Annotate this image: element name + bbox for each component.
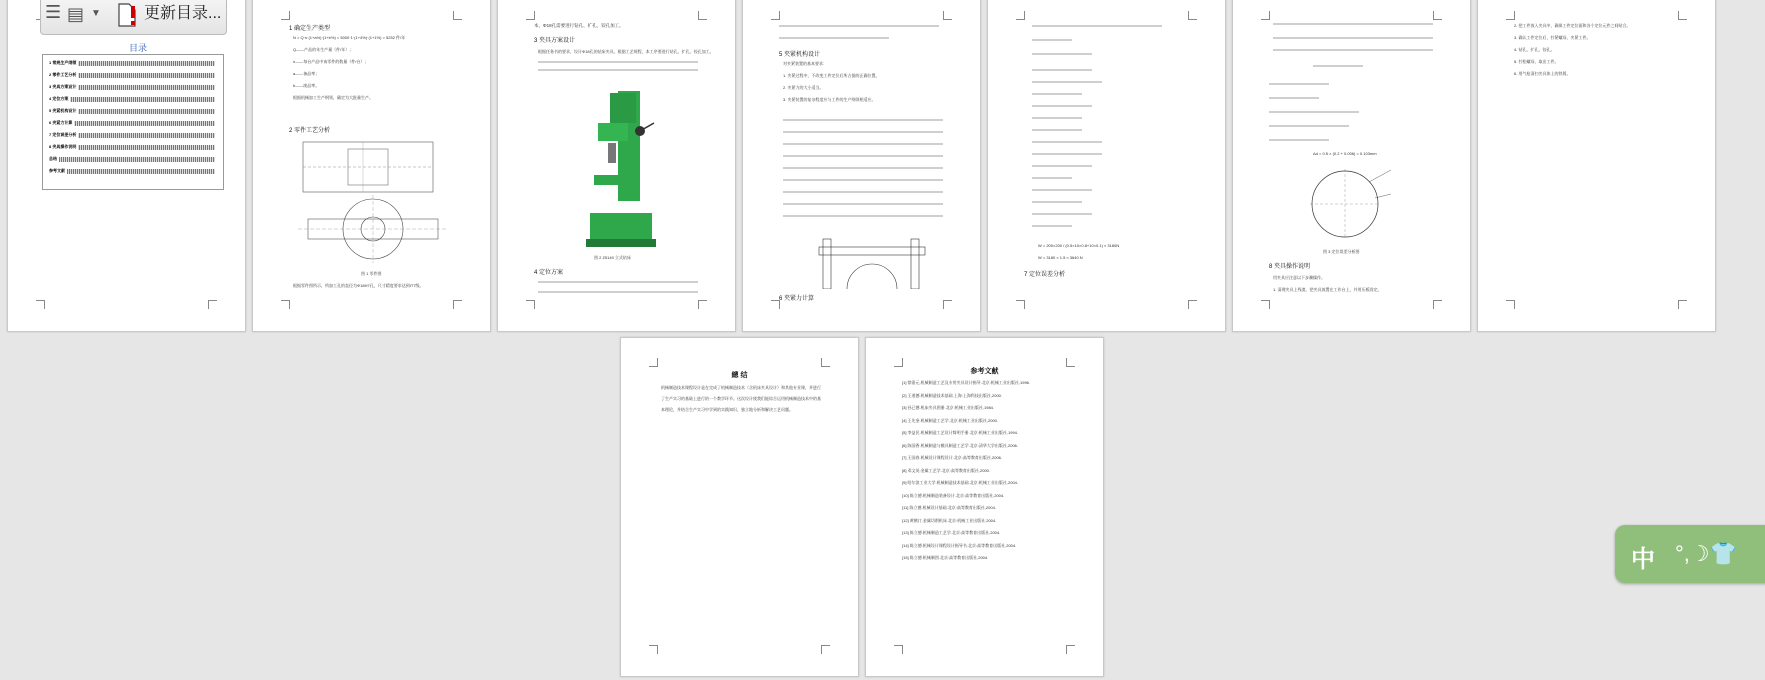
reference-item: [3] 孙已德.机床夹具图册.北京:机械工业出版社,1984. bbox=[902, 405, 995, 410]
formula-clamp-force-1: W = 200×200 / (0.5×10×0.8+10×0.1) ≈ 3180N bbox=[1038, 243, 1120, 248]
reference-item: [2] 王道德.机械制造技术基础.上海:上海科技出版社,2000. bbox=[902, 392, 1003, 398]
toc-item[interactable] bbox=[49, 145, 215, 150]
heading-fixture-plan: 3 夹具方案设计 bbox=[534, 38, 576, 44]
toc-item-label: 7 定位误差分析 bbox=[49, 132, 77, 137]
page4-line: 1. 夹紧过程中，不改变工件定位后所占据的正确位置。 bbox=[783, 73, 880, 78]
formula-locating-error: Δd = 0.5 × (0.2 + 0.006) = 0.103mm bbox=[1313, 151, 1377, 156]
heading-locating: 4 定位方案 bbox=[534, 270, 564, 276]
toc-item-label: 4 定位方案 bbox=[49, 96, 69, 101]
list-icon[interactable]: ☰ bbox=[45, 2, 62, 22]
part-drawing bbox=[293, 137, 453, 265]
page-5[interactable] bbox=[987, 0, 1226, 332]
page2-line: a——备品率； bbox=[293, 71, 320, 76]
toc-item-label: 5 夹紧机构设计 bbox=[49, 108, 77, 113]
heading-operation: 8 夹具操作说明 bbox=[1269, 264, 1311, 270]
summary-title: 總 结 bbox=[731, 372, 748, 379]
clamp-drawing bbox=[817, 237, 927, 289]
toc-item-label: 总结 bbox=[49, 156, 57, 161]
reference-item: [10] 陈立德.机械制造装备设计.北京:高等教育出版社,2004. bbox=[902, 492, 1005, 498]
page-8[interactable] bbox=[620, 337, 859, 677]
reference-item: [15] 陈立德.机械制图.北京:高等教育出版社,2004. bbox=[902, 555, 989, 560]
page6-line: 用夹具应注意以下步骤操作。 bbox=[1273, 275, 1325, 280]
page4-line: 2. 夹紧力的大小适当。 bbox=[783, 85, 824, 90]
reference-item: [1] 徐嘉元.机械制造工艺及专用夹具设计指导.北京:机械工业出版社,1996. bbox=[902, 380, 1031, 385]
page7-line: 4. 钻孔、扩孔、铰孔。 bbox=[1514, 47, 1555, 52]
reference-item: [5] 李益民.机械制造工艺设计简明手册.北京:机械工业出版社,1994. bbox=[902, 430, 1019, 435]
toc-item-label: 2 零件工艺分析 bbox=[49, 72, 77, 77]
toc-item[interactable] bbox=[49, 169, 215, 174]
page7-line: 3. 确认工件定位后，拧紧螺母，夹紧工件。 bbox=[1514, 35, 1591, 40]
toc-item-label: 6 夹紧力计算 bbox=[49, 120, 73, 125]
fig2-caption: 图 2 Z5140 立式钻床 bbox=[594, 255, 631, 260]
reference-item: [12] 黄鹤汀.金属切削机床.北京:机械工业出版社,2004. bbox=[902, 517, 997, 523]
page6-line: 1. 清理夹具上残渣，把夹具放置在工作台上，并用压板固定。 bbox=[1273, 287, 1382, 292]
heading-production-type: 1 确定生产类型 bbox=[289, 26, 331, 32]
reference-item: [11] 陈立德.机械设计基础.北京:高等教育出版社,2004. bbox=[902, 505, 996, 510]
page4-line: 3. 夹紧装置的复杂程度应与工件的生产纲领相适应。 bbox=[783, 97, 876, 102]
toc-title: 目录 bbox=[128, 43, 147, 53]
fig3-caption: 图 3 定位误差分析图 bbox=[1323, 249, 1360, 254]
page3-body: 根据任务书的要求，设计Φ18孔的钻床夹具，根据工艺规程，本工序要进行钻孔、扩孔、铰孔加工。 bbox=[538, 49, 714, 54]
page-4[interactable] bbox=[742, 0, 981, 332]
page2-line: Q——产品的年生产量（件/年）； bbox=[293, 47, 354, 52]
toc-item[interactable] bbox=[49, 61, 215, 66]
toc-item[interactable] bbox=[49, 109, 215, 114]
ime-mode-label[interactable]: 中 bbox=[1631, 546, 1655, 573]
summary-body: 机械制造技术课程设计是在完成了机械制造技术（含机床夹具设计）和其他专业课，并进行了生产实习的基础上进行的一个教学环节。这次设计使我们能综合运用机械制造技术中的基本理论，并结合生产实习中学到的实践知识，独立地分析和解决工艺问题。 bbox=[661, 385, 821, 412]
toc-item[interactable] bbox=[49, 85, 215, 90]
toc-item-label: 1 常规生产纲领 bbox=[49, 60, 77, 65]
reference-item: [14] 陈立德.机械设计课程设计指导书.北京:高等教育出版社,2004. bbox=[902, 542, 1017, 548]
document-icon[interactable]: ▤ bbox=[67, 4, 85, 24]
heading-locating-error: 7 定位误差分析 bbox=[1024, 272, 1066, 278]
toc-item[interactable] bbox=[49, 133, 215, 138]
reference-item: [6] 陈国香.机械制造与模具制造工艺学.北京:清华大学出版社,2006. bbox=[902, 442, 1019, 448]
toc-item[interactable] bbox=[49, 121, 215, 126]
ime-symbols[interactable]: °,☽👕 bbox=[1675, 541, 1738, 566]
page-3[interactable] bbox=[497, 0, 736, 332]
toc-item[interactable] bbox=[49, 73, 215, 78]
page7-line: 2. 把工件放入夹具中，确保工件定位面和各个定位元件之间贴合。 bbox=[1514, 23, 1631, 28]
chevron-down-icon[interactable]: ▼ bbox=[91, 8, 101, 19]
toc-toolbar bbox=[40, 0, 227, 35]
ime-status-bar[interactable] bbox=[1615, 525, 1765, 583]
page2-line: n——每台产品中该零件的数量（件/台）； bbox=[293, 59, 369, 64]
toc-item-label: 3 夹具方案设计 bbox=[49, 84, 77, 89]
toc-item[interactable] bbox=[49, 97, 215, 102]
fig1-caption: 图 1 零件图 bbox=[361, 271, 382, 276]
locating-error-diagram bbox=[1305, 164, 1395, 244]
reference-item: [9] 哈尔滨工业大学.机械制造技术基础.北京:机械工业出版社,2004. bbox=[902, 480, 1019, 485]
reference-item: [13] 陈立德.机械制造工艺学.北京:高等教育出版社,2004. bbox=[902, 530, 1001, 535]
reference-item: [4] 王先奎.机械制造工艺学.北京:机械工业出版社,2000. bbox=[902, 417, 999, 423]
toc-item[interactable] bbox=[49, 157, 215, 162]
document-warning-icon[interactable] bbox=[117, 2, 139, 33]
page2-bottom-text: 根据零件图所示，所加工孔的直径为Φ18H7孔，尺寸精度要求达到IT7级。 bbox=[293, 283, 424, 288]
page-9[interactable] bbox=[865, 337, 1104, 677]
reference-item: [8] 邓文英.金属工艺学.北京:高等教育出版社,2000. bbox=[902, 467, 991, 473]
page-6[interactable] bbox=[1232, 0, 1471, 332]
heading-clamp-force: 6 夹紧力计算 bbox=[779, 296, 815, 302]
formula-clamp-force-2: W = 3180 × 1.5 ≈ 3640 N bbox=[1038, 255, 1083, 260]
page7-line: 6. 用气枪清扫夹具体上的铁屑。 bbox=[1514, 71, 1571, 76]
page7-line: 5. 拧松螺母，取出工件。 bbox=[1514, 59, 1559, 64]
toc-item-label: 参考文献 bbox=[49, 168, 65, 173]
heading-part-analysis: 2 零件工艺分析 bbox=[289, 128, 331, 134]
page-7[interactable] bbox=[1477, 0, 1716, 332]
page-1[interactable] bbox=[7, 0, 246, 332]
page3-top-text: 本，Φ18孔需要进行钻孔、扩孔、铰孔加工。 bbox=[534, 23, 624, 28]
page2-line: 根据机械加工生产纲领，确定为大批量生产。 bbox=[293, 95, 373, 100]
reference-item: [7] 王国春.机械设计课程设计.北京:高等教育出版社,2006. bbox=[902, 455, 1003, 460]
page4-line: 对夹紧装置的基本要求： bbox=[783, 61, 827, 66]
references-title: 参考文献 bbox=[970, 368, 999, 375]
heading-clamping: 5 夹紧机构设计 bbox=[779, 52, 821, 58]
page-2[interactable] bbox=[252, 0, 491, 332]
toc-item-label: 8 夹具操作说明 bbox=[49, 144, 77, 149]
drill-press-photo bbox=[580, 83, 660, 253]
formula-production: N = Q·n·(1+a%)·(1+b%) = 5000·1·(1+4%)·(1+1%) = 5252 件/年 bbox=[293, 35, 406, 40]
page2-line: b——废品率。 bbox=[293, 83, 320, 88]
update-toc-button[interactable]: 更新目录... bbox=[144, 5, 222, 22]
